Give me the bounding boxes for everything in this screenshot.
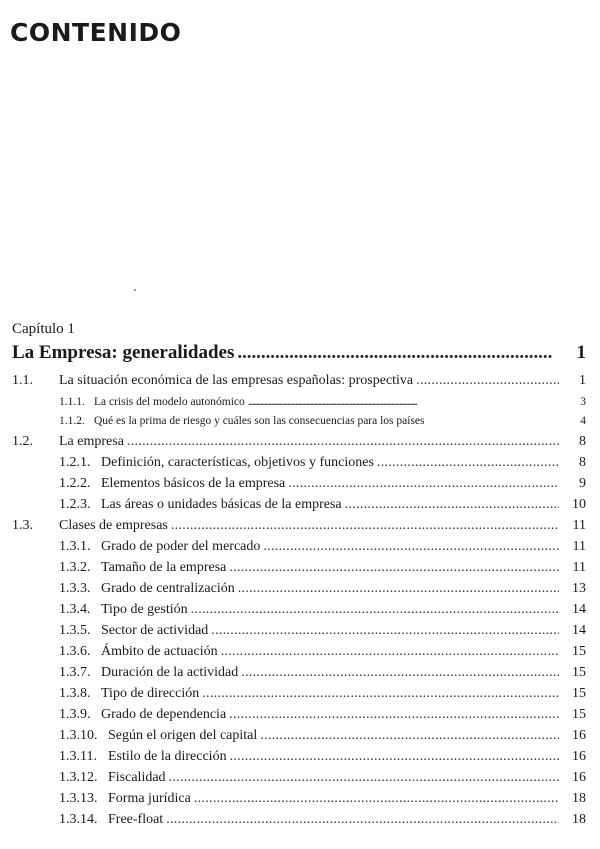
entry-title: Clases de empresas bbox=[59, 518, 168, 533]
entry-number: 1.1.2. bbox=[59, 415, 85, 427]
entry-page-number: 16 bbox=[572, 728, 586, 743]
dot-leader bbox=[194, 791, 559, 807]
entry-number: 1.3.10. bbox=[59, 728, 98, 743]
entry-title: Estilo de la dirección bbox=[108, 749, 227, 764]
entry-title: Ámbito de actuación bbox=[101, 644, 218, 659]
entry-title: Grado de dependencia bbox=[101, 707, 227, 722]
entry-page-number: 16 bbox=[572, 749, 586, 764]
entry-number: 1.3.11. bbox=[59, 749, 97, 764]
toc-entry-1-3-9[interactable] bbox=[59, 707, 586, 723]
dot-leader bbox=[166, 812, 559, 828]
toc-entry-1-3-10[interactable] bbox=[59, 728, 586, 744]
toc-entry-1-3-4[interactable] bbox=[59, 602, 586, 618]
toc-entry-1-3-6[interactable] bbox=[59, 644, 586, 660]
entry-number: 1.2. bbox=[12, 434, 33, 449]
dot-leader bbox=[238, 581, 559, 597]
toc-entry-1-3-2[interactable] bbox=[59, 560, 586, 576]
toc-entry-1-3-1[interactable] bbox=[59, 539, 586, 555]
dot-leader bbox=[260, 728, 559, 744]
chapter-page-number: 1 bbox=[576, 342, 586, 363]
toc-entry-1-3[interactable] bbox=[12, 518, 586, 534]
toc-entry-1-1-1[interactable] bbox=[59, 396, 586, 408]
entry-title: Free-float bbox=[108, 812, 164, 827]
dot-leader bbox=[241, 665, 559, 681]
entry-page-number: 18 bbox=[572, 812, 586, 827]
dot-leader bbox=[229, 560, 559, 576]
toc-entry-1-2-1[interactable] bbox=[59, 455, 586, 471]
dot-leader bbox=[377, 455, 559, 471]
entry-number: 1.1.1. bbox=[59, 396, 85, 408]
entry-number: 1.3.1. bbox=[59, 539, 91, 554]
entry-title: Tipo de dirección bbox=[101, 686, 200, 701]
dot-leader bbox=[237, 342, 553, 364]
entry-title: Grado de centralización bbox=[101, 581, 235, 596]
entry-number: 1.3.12. bbox=[59, 770, 98, 785]
entry-number: 1.3.7. bbox=[59, 665, 91, 680]
dot-leader bbox=[169, 770, 559, 786]
dot-leader bbox=[127, 434, 559, 450]
dot-leader bbox=[202, 686, 559, 702]
entry-title: Duración de la actividad bbox=[101, 665, 239, 680]
entry-title: La empresa bbox=[59, 434, 124, 449]
entry-number: 1.3.9. bbox=[59, 707, 91, 722]
entry-title: Grado de poder del mercado bbox=[101, 539, 261, 554]
toc-entry-1-1-2[interactable] bbox=[59, 415, 586, 427]
entry-number: 1.3.8. bbox=[59, 686, 91, 701]
dot-leader bbox=[416, 373, 559, 389]
entry-title: Definición, características, objetivos y funciones bbox=[101, 455, 374, 470]
entry-page-number: 14 bbox=[572, 623, 586, 638]
entry-title: Tipo de gestión bbox=[101, 602, 188, 617]
entry-number: 1.3. bbox=[12, 518, 33, 533]
entry-page-number: 11 bbox=[572, 518, 586, 533]
toc-entry-1-2-3[interactable] bbox=[59, 497, 586, 513]
entry-page-number: 9 bbox=[579, 476, 586, 491]
toc-entry-1-3-12[interactable] bbox=[59, 770, 586, 786]
toc-entry-1-3-5[interactable] bbox=[59, 623, 586, 639]
entry-title: Tamaño de la empresa bbox=[101, 560, 227, 575]
dot-leader bbox=[263, 539, 559, 555]
dot-leader bbox=[191, 602, 559, 618]
toc-entry-1-1[interactable] bbox=[12, 373, 586, 389]
page-heading: CONTENIDO bbox=[10, 18, 182, 47]
entry-page-number: 10 bbox=[572, 497, 586, 512]
toc-entry-1-3-3[interactable] bbox=[59, 581, 586, 597]
entry-page-number: 15 bbox=[572, 686, 586, 701]
toc-entry-1-2-2[interactable] bbox=[59, 476, 586, 492]
chapter-label: Capítulo 1 bbox=[12, 321, 75, 337]
entry-number: 1.3.2. bbox=[59, 560, 91, 575]
entry-number: 1.1. bbox=[12, 373, 33, 388]
scan-speck bbox=[134, 289, 136, 291]
dot-leader bbox=[345, 497, 559, 513]
entry-number: 1.3.6. bbox=[59, 644, 91, 659]
dot-leader bbox=[211, 623, 559, 639]
dot-leader bbox=[230, 749, 559, 765]
entry-page-number: 14 bbox=[572, 602, 586, 617]
chapter-title-row[interactable] bbox=[12, 342, 586, 364]
entry-page-number: 3 bbox=[580, 396, 586, 408]
entry-page-number: 4 bbox=[580, 415, 586, 427]
entry-number: 1.2.1. bbox=[59, 455, 91, 470]
entry-number: 1.3.13. bbox=[59, 791, 98, 806]
entry-title: Sector de actividad bbox=[101, 623, 209, 638]
entry-number: 1.2.3. bbox=[59, 497, 91, 512]
entry-page-number: 11 bbox=[572, 539, 586, 554]
toc-entry-1-3-11[interactable] bbox=[59, 749, 586, 765]
entry-title: Forma jurídica bbox=[108, 791, 191, 806]
entry-title: La situación económica de las empresas españolas: prospectiva bbox=[59, 373, 414, 388]
dot-leader bbox=[221, 644, 559, 660]
toc-entry-1-2[interactable] bbox=[12, 434, 586, 450]
entry-page-number: 15 bbox=[572, 644, 586, 659]
dot-leader bbox=[288, 476, 559, 492]
entry-title: Las áreas o unidades básicas de la empresa bbox=[101, 497, 342, 512]
entry-page-number: 15 bbox=[572, 707, 586, 722]
toc-entry-1-3-7[interactable] bbox=[59, 665, 586, 681]
entry-page-number: 15 bbox=[572, 665, 586, 680]
entry-page-number: 13 bbox=[572, 581, 586, 596]
entry-page-number: 8 bbox=[579, 434, 586, 449]
entry-title: Elementos básicos de la empresa bbox=[101, 476, 286, 491]
entry-title: Según el origen del capital bbox=[108, 728, 258, 743]
entry-number: 1.3.3. bbox=[59, 581, 91, 596]
entry-title: La crisis del modelo autonómico bbox=[94, 396, 245, 408]
toc-entry-1-3-14[interactable] bbox=[59, 812, 586, 828]
entry-page-number: 1 bbox=[579, 373, 586, 388]
entry-title: Fiscalidad bbox=[108, 770, 166, 785]
toc-entry-1-3-13[interactable] bbox=[59, 791, 586, 807]
entry-page-number: 16 bbox=[572, 770, 586, 785]
entry-number: 1.2.2. bbox=[59, 476, 91, 491]
entry-number: 1.3.5. bbox=[59, 623, 91, 638]
entry-title: Qué es la prima de riesgo y cuáles son las consecuencias para los países bbox=[94, 415, 425, 427]
entry-page-number: 18 bbox=[572, 791, 586, 806]
entry-page-number: 8 bbox=[579, 455, 586, 470]
entry-number: 1.3.14. bbox=[59, 812, 98, 827]
entry-page-number: 11 bbox=[572, 560, 586, 575]
entry-number: 1.3.4. bbox=[59, 602, 91, 617]
dot-leader bbox=[171, 518, 559, 534]
toc-entry-1-3-8[interactable] bbox=[59, 686, 586, 702]
chapter-title: La Empresa: generalidades bbox=[12, 342, 235, 363]
dot-leader bbox=[248, 396, 559, 408]
dot-leader bbox=[229, 707, 559, 723]
